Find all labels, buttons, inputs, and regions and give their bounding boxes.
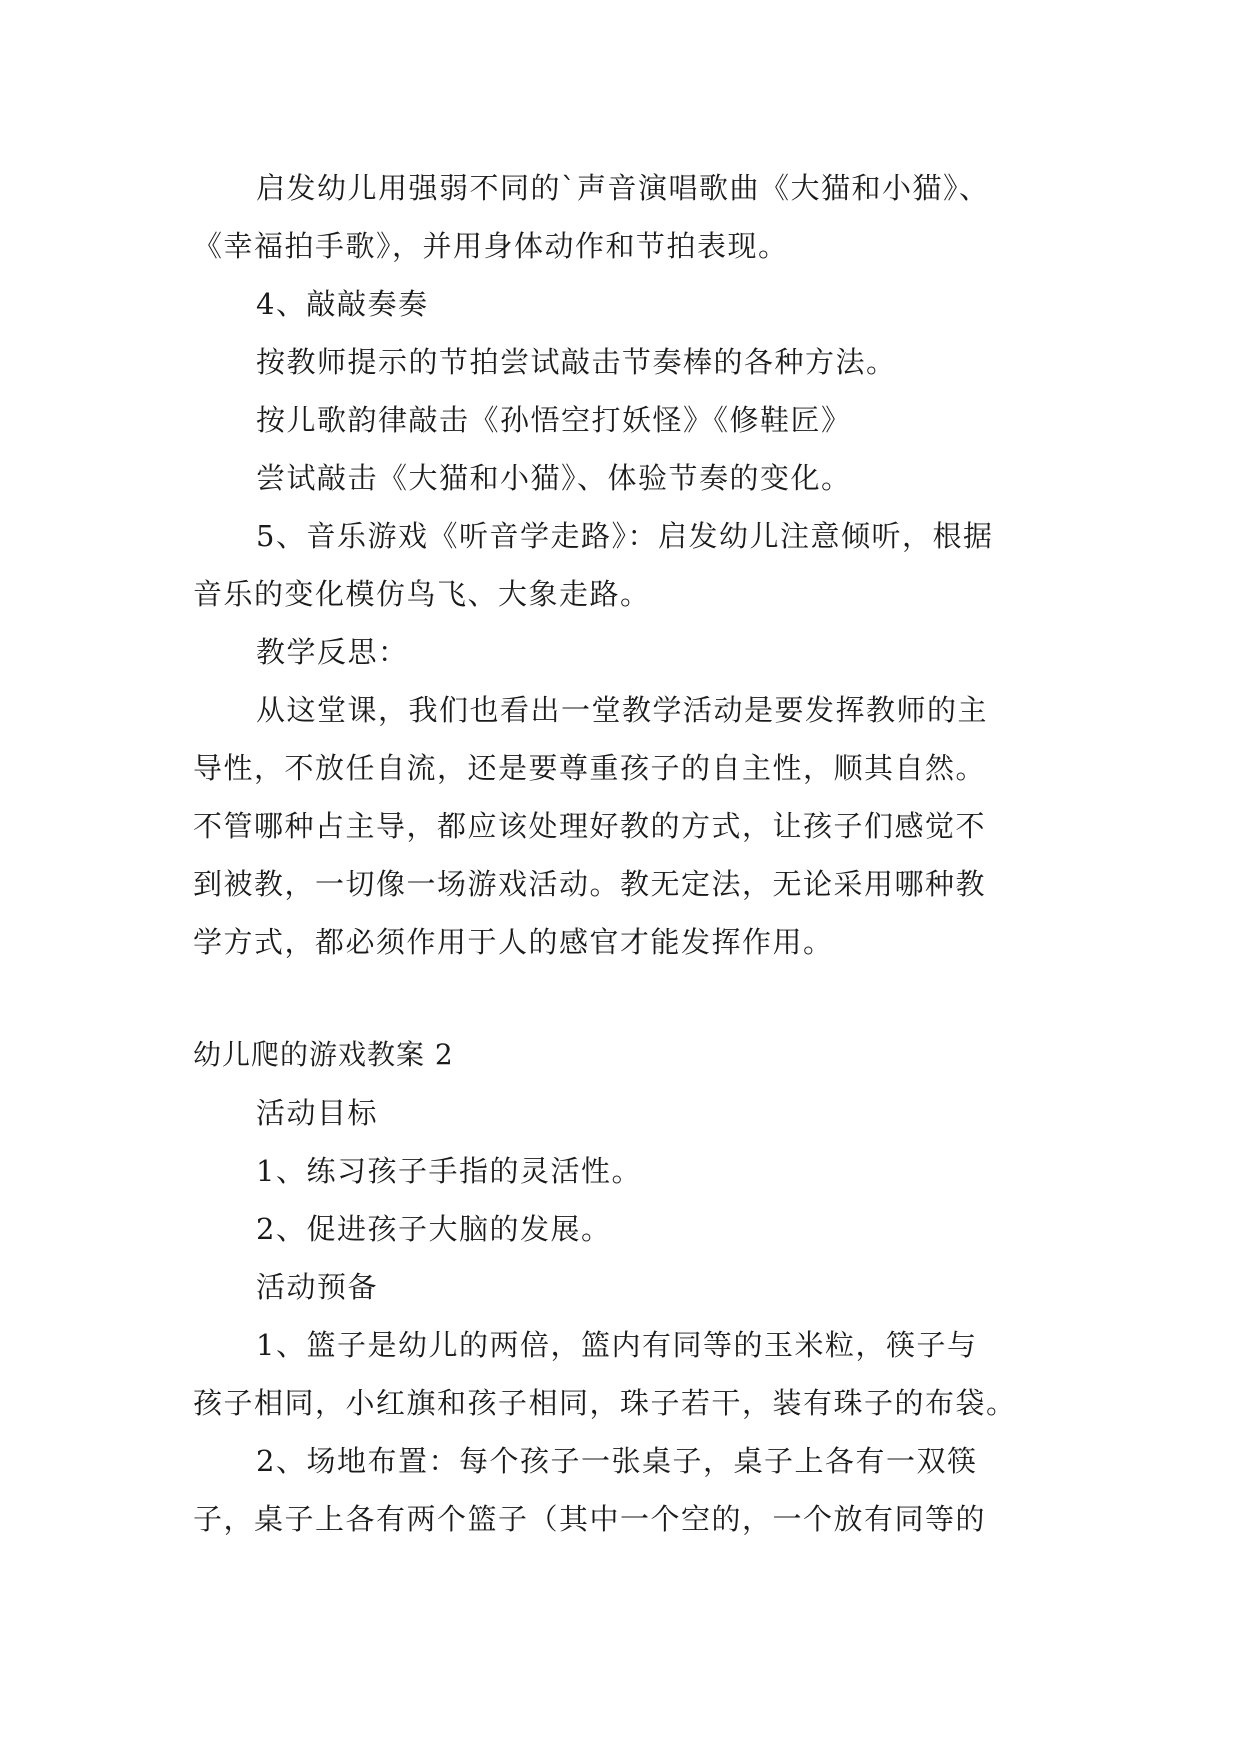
paragraph-line: 子，桌子上各有两个篮子（其中一个空的，一个放有同等的	[193, 1502, 987, 1536]
paragraph-line: 到被教，一切像一场游戏活动。教无定法，无论采用哪种教	[193, 867, 987, 901]
paragraph-line: 导性，不放任自流，还是要尊重孩子的自主性，顺其自然。	[193, 751, 987, 785]
list-item: 1、篮子是幼儿的两倍，篮内有同等的玉米粒，筷子与	[256, 1328, 978, 1362]
paragraph-line: 尝试敲击《大猫和小猫》、体验节奏的变化。	[256, 461, 852, 495]
list-item: 1、练习孩子手指的灵活性。	[256, 1154, 642, 1188]
paragraph-line: 音乐的变化模仿鸟飞、大象走路。	[193, 577, 651, 611]
paragraph-line: 按教师提示的节拍尝试敲击节奏棒的各种方法。	[256, 345, 897, 379]
section-heading: 活动预备	[256, 1270, 379, 1304]
section-item: 4、敲敲奏奏	[256, 287, 429, 321]
list-item: 2、场地布置：每个孩子一张桌子，桌子上各有一双筷	[256, 1444, 978, 1478]
paragraph-line: 《幸福拍手歌》，并用身体动作和节拍表现。	[193, 229, 789, 263]
paragraph-line: 学方式，都必须作用于人的感官才能发挥作用。	[193, 925, 834, 959]
paragraph-line: 从这堂课，我们也看出一堂教学活动是要发挥教师的主	[256, 693, 989, 727]
document-title: 幼儿爬的游戏教案 2	[193, 1038, 454, 1071]
paragraph-line: 不管哪种占主导，都应该处理好教的方式，让孩子们感觉不	[193, 809, 987, 843]
paragraph-line: 按儿歌韵律敲击《孙悟空打妖怪》《修鞋匠》	[256, 403, 852, 437]
paragraph-line: 启发幼儿用强弱不同的`声音演唱歌曲《大猫和小猫》、	[256, 171, 990, 205]
list-item: 2、促进孩子大脑的发展。	[256, 1212, 612, 1246]
section-heading: 教学反思：	[256, 635, 409, 669]
section-item: 5、音乐游戏《听音学走路》：启发幼儿注意倾听，根据	[256, 519, 994, 553]
section-heading: 活动目标	[256, 1096, 379, 1130]
paragraph-line: 孩子相同，小红旗和孩子相同，珠子若干，装有珠子的布袋。	[193, 1386, 1017, 1420]
